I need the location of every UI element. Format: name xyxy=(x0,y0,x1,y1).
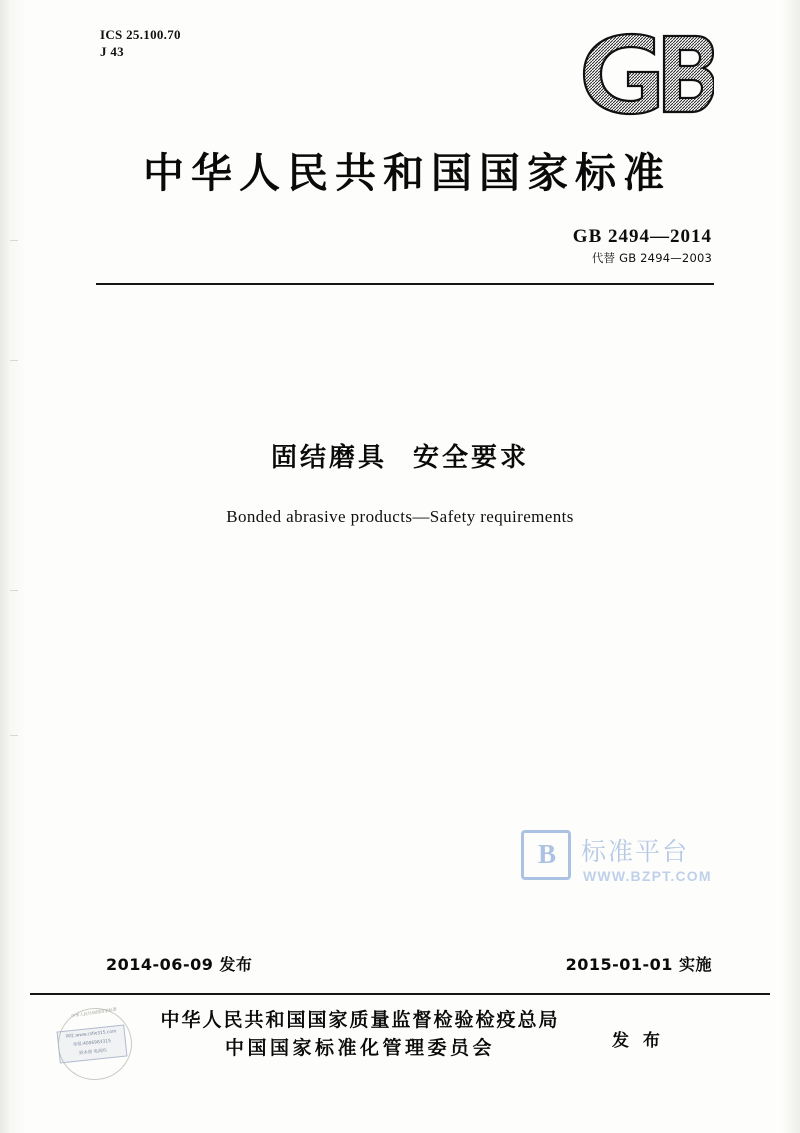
page-edge-mark xyxy=(10,360,18,361)
issue-label: 发 布 xyxy=(612,1031,664,1051)
document-title-cn xyxy=(0,437,800,474)
page-edge-mark xyxy=(10,240,18,241)
document-title-cn-part2: 安全要求 xyxy=(413,443,530,473)
page-title: 中华人民共和国国家标准 xyxy=(143,149,671,197)
watermark xyxy=(521,828,771,908)
watermark-badge-icon xyxy=(521,830,571,880)
document-title-en: Bonded abrasive products—Safety requirements xyxy=(226,507,574,526)
classification-codes xyxy=(100,26,181,60)
page-edge-mark xyxy=(10,590,18,591)
issuer-line-2: 中国国家标准化管理委员会 xyxy=(224,1037,495,1059)
document-title-cn-part1: 固结磨具 xyxy=(270,443,387,473)
page-edge-mark xyxy=(10,735,18,736)
replaces-note: 代替 GB 2494—2003 xyxy=(591,251,712,265)
watermark-name: 标准平台 xyxy=(581,837,690,866)
watermark-badge-letter: B xyxy=(537,839,554,869)
ccs-code: J 43 xyxy=(100,44,124,59)
seal-arc-text: 中华人民共和国国家标准 xyxy=(70,1006,118,1019)
implementation-date: 2015-01-01 实施 xyxy=(565,955,712,974)
seal-line-3: 到本册 电商的 xyxy=(78,1048,107,1057)
standard-number: GB 2494—2014 xyxy=(572,226,712,247)
issuer-line-1: 中华人民共和国国家质量监督检验检疫总局 xyxy=(160,1009,560,1031)
issuing-authorities xyxy=(150,1006,570,1062)
footer-divider xyxy=(30,993,770,995)
ics-code: ICS 25.100.70 xyxy=(100,27,181,42)
issue-date: 2014-06-09 发布 xyxy=(106,955,253,974)
stamp-seal xyxy=(52,1004,138,1082)
seal-line-1: 网址:www.csfw315.com xyxy=(65,1029,117,1040)
gb-emblem-icon xyxy=(574,28,714,120)
watermark-url: WWW.BZPT.COM xyxy=(583,868,712,884)
header-divider xyxy=(96,283,714,285)
seal-line-2: 举报:4006983315 xyxy=(72,1039,112,1048)
